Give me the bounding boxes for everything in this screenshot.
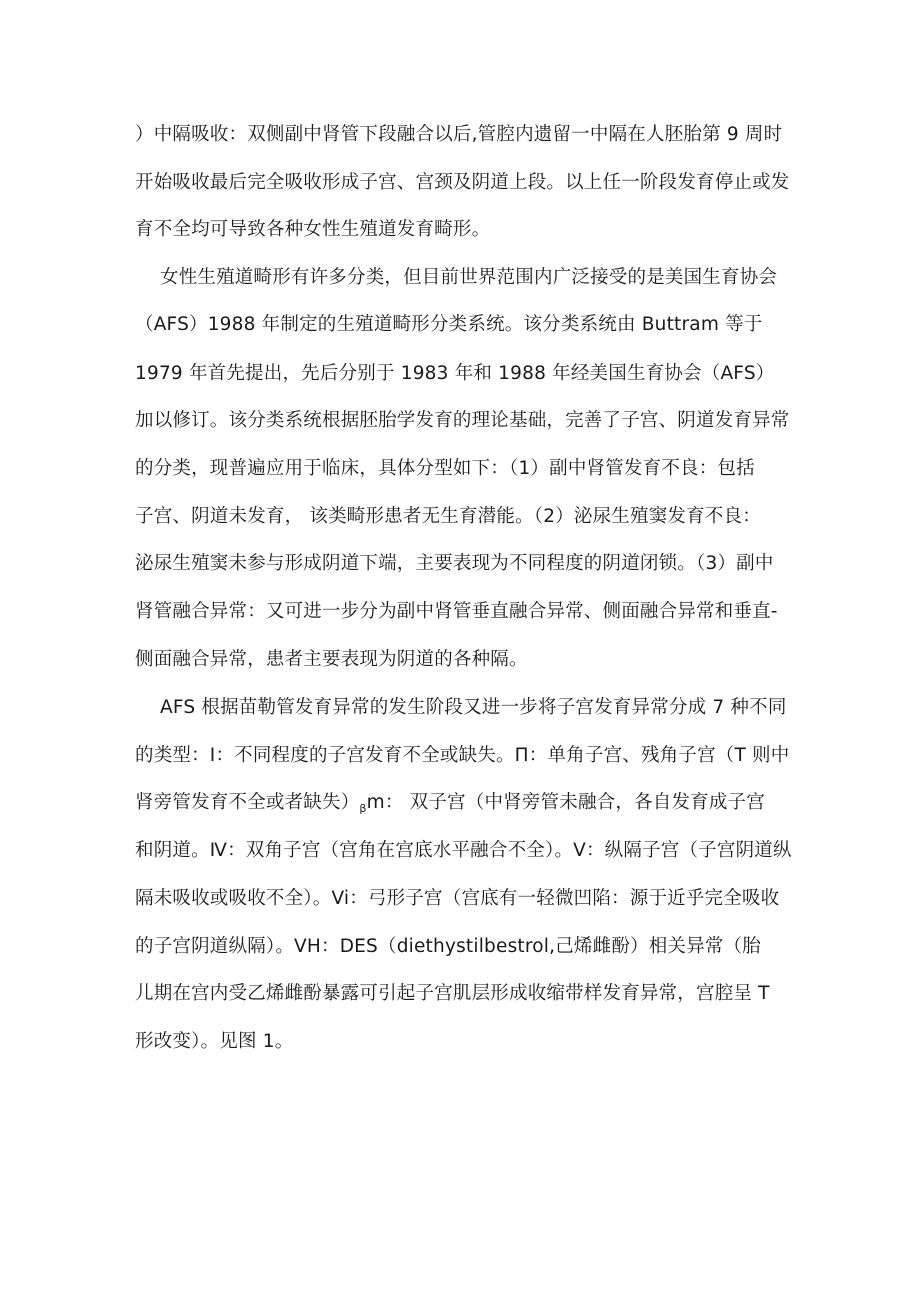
text-segment: 肾旁管发育不全或者缺失）: [135, 792, 360, 813]
text-line: AFS 根据苗勒管发育异常的发生阶段又进一步将子宫发育异常分成 7 种不同: [160, 697, 787, 718]
text-line: ）中隔吸收：双侧副中肾管下段融合以后,管腔内遗留一中隔在人胚胎第 9 周时: [135, 124, 783, 145]
text-segment: m： 双子宫（中肾旁管未融合，各自发育成子宫: [366, 792, 765, 813]
text-line: 侧面融合异常，患者主要表现为阴道的各种隔。: [135, 649, 528, 670]
text-line: 泌尿生殖窦未参与形成阴道下端，主要表现为不同程度的阴道闭锁。（3）副中: [135, 553, 774, 574]
text-line: 开始吸收最后完全吸收形成子宫、宫颈及阴道上段。以上任一阶段发育停止或发: [135, 172, 790, 193]
text-line: 和阴道。Ⅳ：双角子宫（宫角在宫底水平融合不全）。V：纵隔子宫（子宫阴道纵: [135, 840, 792, 861]
text-line: 1979 年首先提出，先后分别于 1983 年和 1988 年经美国生育协会（AFS）: [135, 363, 775, 384]
text-line: 的分类，现普遍应用于临床，具体分型如下：（1）副中肾管发育不良：包括: [135, 458, 755, 479]
text-line: 女性生殖道畸形有许多分类，但目前世界范围内广泛接受的是美国生育协会: [160, 267, 778, 288]
text-line: 子宫、阴道未发育， 该类畸形患者无生育潜能。（2）泌尿生殖窦发育不良：: [135, 506, 761, 527]
text-line: 肾管融合异常：又可进一步分为副中肾管垂直融合异常、侧面融合异常和垂直-: [135, 601, 778, 622]
text-line: 育不全均可导致各种女性生殖道发育畸形。: [135, 219, 491, 240]
text-line: 加以修订。该分类系统根据胚胎学发育的理论基础，完善了子宫、阴道发育异常: [135, 410, 790, 431]
text-line: 隔未吸收或吸收不全）。Vi：弓形子宫（宫底有一轻微凹陷：源于近乎完全吸收: [135, 888, 780, 909]
subscript-beta: β: [359, 802, 367, 815]
text-line: （AFS）1988 年制定的生殖道畸形分类系统。该分类系统由 Buttram 等于: [135, 314, 763, 335]
text-line: 的类型：I：不同程度的子宫发育不全或缺失。Π：单角子宫、残角子宫（T 则中: [135, 745, 790, 766]
text-line: 的子宫阴道纵隔）。VH：DES（diethystilbestrol,己烯雌酚）相关异常（胎: [135, 936, 761, 957]
text-line: 形改变）。见图 1。: [135, 1031, 294, 1052]
text-line: [135, 791, 765, 821]
text-line: 儿期在宫内受乙烯雌酚暴露可引起子宫肌层形成收缩带样发育异常，宫腔呈 T: [135, 983, 770, 1004]
